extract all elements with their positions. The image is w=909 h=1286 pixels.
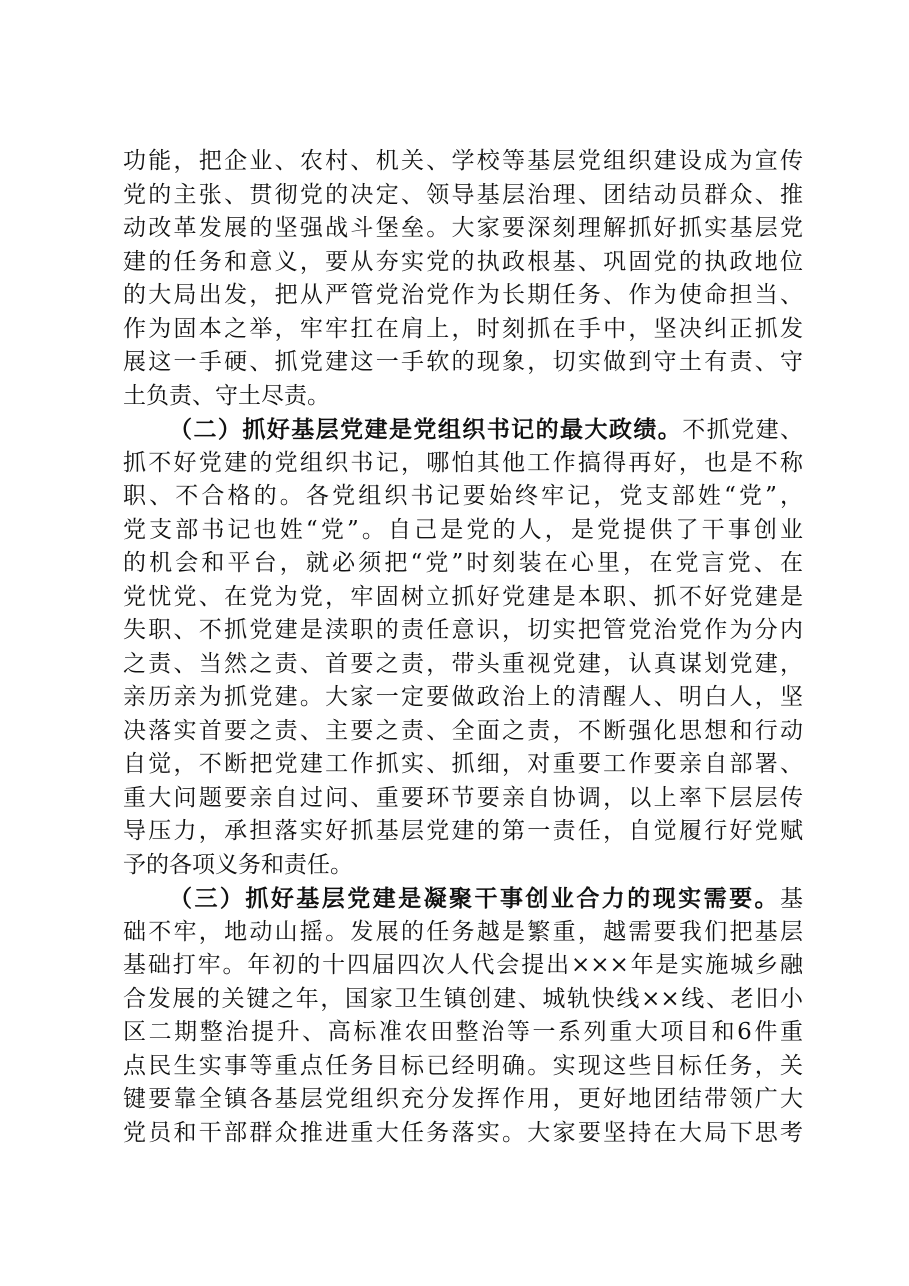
text-line: 区二期整治提升、高标准农田整治等一系列重大项目和6件重 xyxy=(123,1019,803,1045)
text-run: 不抓党建、 xyxy=(682,417,804,443)
text-line: 党员和干部群众推进重大任务落实。大家要坚持在大局下思考 xyxy=(123,1119,803,1146)
text-line: 失职、不抓党建是渎职的责任意识，切实把管党治党作为分内 xyxy=(123,617,803,643)
text-line: 职、不合格的。各党组织书记要始终牢记，党支部姓“党”， xyxy=(123,483,803,509)
section-heading: （三）抓好基层党建是凝聚干事创业合力的现实需要。 xyxy=(169,885,780,912)
text-line: 作为固本之举，牢牢扛在肩上，时刻抓在手中，坚决纠正抓发 xyxy=(123,315,803,342)
document-body xyxy=(123,145,803,1150)
text-line: 予的各项义务和责任。 xyxy=(123,851,353,878)
text-line xyxy=(169,882,803,916)
text-line: 建的任务和意义，要从夯实党的执政根基、巩固党的执政地位 xyxy=(123,248,803,275)
text-line: 亲历亲为抓党建。大家一定要做政治上的清醒人、明白人，坚 xyxy=(123,684,803,710)
text-line: 的大局出发，把从严管党治党作为长期任务、作为使命担当、 xyxy=(123,282,803,308)
text-line: 党的主张、贯彻党的决定、领导基层治理、团结动员群众、推 xyxy=(123,181,803,208)
text-line: 党支部书记也姓“党”。自己是党的人，是党提供了干事创业 xyxy=(123,516,803,543)
text-line: 基础打牢。年初的十四届四次人代会提出×××年是实施城乡融 xyxy=(123,952,803,978)
paragraph-3 xyxy=(123,882,803,1150)
text-line: 础不牢，地动山摇。发展的任务越是繁重，越需要我们把基层 xyxy=(123,918,803,945)
section-heading: （二）抓好基层党建是党组织书记的最大政绩。 xyxy=(169,416,683,443)
text-line: 抓不好党建的党组织书记，哪怕其他工作搞得再好，也是不称 xyxy=(123,449,803,476)
text-line: 之责、当然之责、首要之责，带头重视党建，认真谋划党建， xyxy=(123,650,803,677)
text-line: 土负责、守土尽责。 xyxy=(123,382,330,409)
text-line: 点民生实事等重点任务目标已经明确。实现这些目标任务，关 xyxy=(123,1052,803,1079)
text-line: 导压力，承担落实好抓基层党建的第一责任，自觉履行好党赋 xyxy=(123,818,803,844)
paragraph-1 xyxy=(123,145,803,413)
text-line: 决落实首要之责、主要之责、全面之责，不断强化思想和行动 xyxy=(123,717,803,744)
text-line: 功能，把企业、农村、机关、学校等基层党组织建设成为宣传 xyxy=(123,148,803,174)
text-line: 重大问题要亲自过问、重要环节要亲自协调，以上率下层层传 xyxy=(123,784,803,811)
paragraph-2 xyxy=(123,413,803,882)
text-line: 自觉，不断把党建工作抓实、抓细，对重要工作要亲自部署、 xyxy=(123,751,803,777)
text-line xyxy=(169,413,803,447)
text-line: 动改革发展的坚强战斗堡垒。大家要深刻理解抓好抓实基层党 xyxy=(123,215,803,241)
text-line: 合发展的关键之年，国家卫生镇创建、城轨快线××线、老旧小 xyxy=(123,985,803,1012)
text-run: 基 xyxy=(780,886,803,912)
text-line: 的机会和平台，就必须把“党”时刻装在心里，在党言党、在 xyxy=(123,550,803,576)
text-line: 键要靠全镇各基层党组织充分发挥作用，更好地团结带领广大 xyxy=(123,1086,803,1112)
text-line: 党忧党、在党为党，牢固树立抓好党建是本职、抓不好党建是 xyxy=(123,583,803,610)
text-line: 展这一手硬、抓党建这一手软的现象，切实做到守土有责、守 xyxy=(123,349,803,375)
